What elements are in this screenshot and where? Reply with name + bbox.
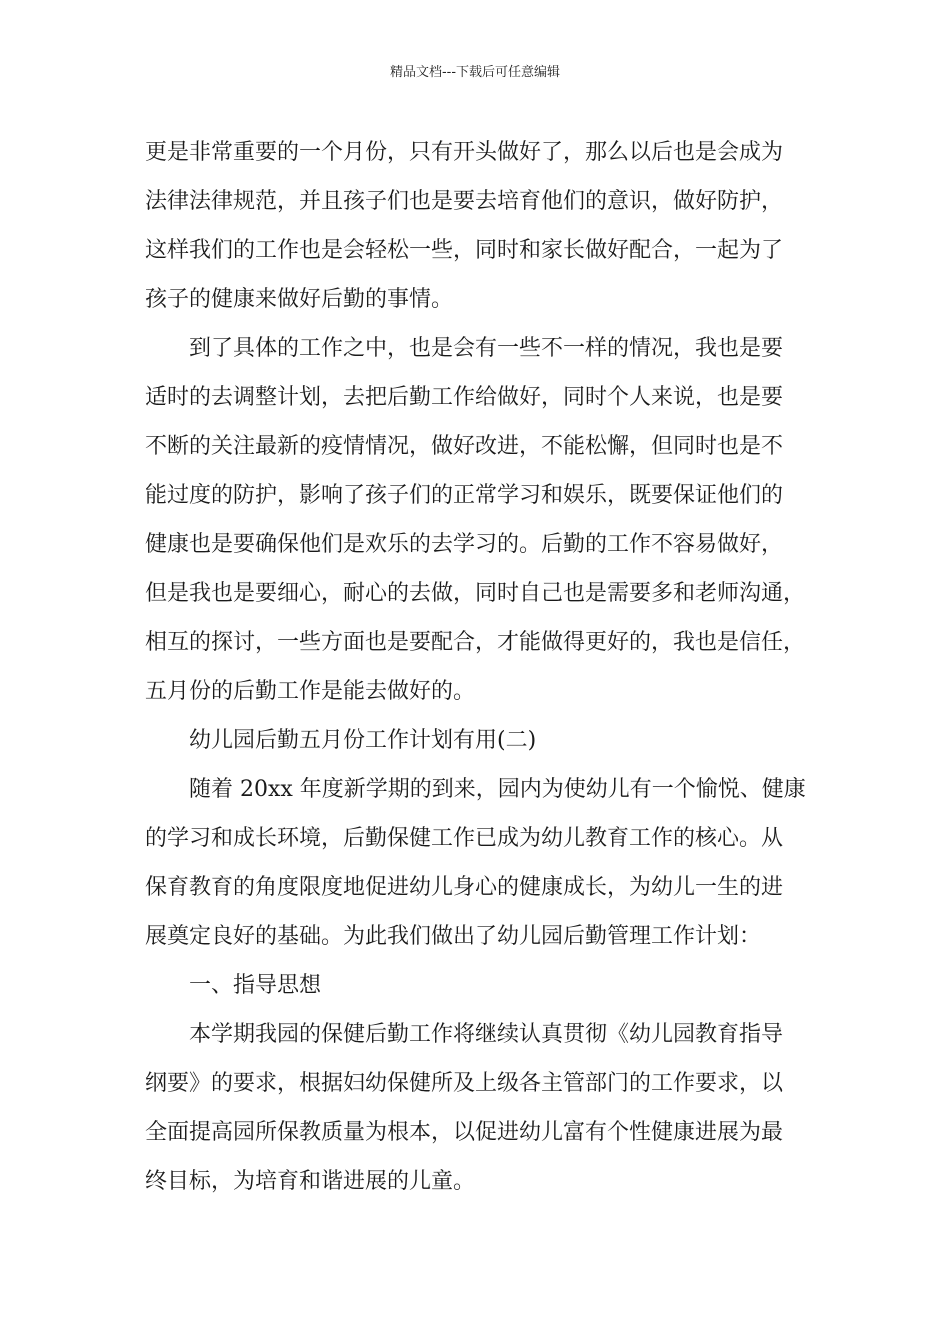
- text-line: 不断的关注最新的疫情情况，做好改进，不能松懈，但同时也是不: [145, 434, 784, 459]
- text-line: 幼儿园后勤五月份工作计划有用(二): [189, 728, 537, 753]
- text-line: 健康也是要确保他们是欢乐的去学习的。后勤的工作不容易做好，: [145, 532, 784, 557]
- text-line: 这样我们的工作也是会轻松一些，同时和家长做好配合，一起为了: [145, 238, 784, 263]
- text-line: 终目标，为培育和谐进展的儿童。: [145, 1169, 476, 1194]
- text-line: 五月份的后勤工作是能去做好的。: [145, 679, 476, 704]
- text-line: 相互的探讨，一些方面也是要配合，才能做得更好的，我也是信任，: [145, 630, 806, 655]
- text-line: 法律法律规范，并且孩子们也是要去培育他们的意识，做好防护，: [145, 189, 784, 214]
- text-line: 孩子的健康来做好后勤的事情。: [145, 287, 454, 312]
- page-header: 精品文档---下载后可任意编辑: [389, 65, 561, 80]
- text-line: 能过度的防护，影响了孩子们的正常学习和娱乐，既要保证他们的: [145, 483, 784, 508]
- text-line: 到了具体的工作之中，也是会有一些不一样的情况，我也是要: [189, 336, 784, 361]
- text-line: 随着 20xx 年度新学期的到来，园内为使幼儿有一个愉悦、健康: [189, 777, 806, 802]
- text-line: 一、指导思想: [189, 973, 322, 998]
- text-line: 适时的去调整计划，去把后勤工作给做好，同时个人来说，也是要: [145, 385, 784, 410]
- text-line: 本学期我园的保健后勤工作将继续认真贯彻《幼儿园教育指导: [189, 1022, 784, 1047]
- text-line: 的学习和成长环境，后勤保健工作已成为幼儿教育工作的核心。从: [145, 826, 784, 851]
- text-line: 保育教育的角度限度地促进幼儿身心的健康成长，为幼儿一生的进: [145, 875, 784, 900]
- text-line: 更是非常重要的一个月份，只有开头做好了，那么以后也是会成为: [145, 140, 784, 165]
- document-body: [145, 128, 825, 1206]
- text-line: 全面提高园所保教质量为根本，以促进幼儿富有个性健康进展为最: [145, 1120, 784, 1145]
- text-line: 但是我也是要细心，耐心的去做，同时自己也是需要多和老师沟通，: [145, 581, 806, 606]
- text-line: 展奠定良好的基础。为此我们做出了幼儿园后勤管理工作计划：: [145, 924, 762, 949]
- text-line: 纲要》的要求，根据妇幼保健所及上级各主管部门的工作要求，以: [145, 1071, 784, 1096]
